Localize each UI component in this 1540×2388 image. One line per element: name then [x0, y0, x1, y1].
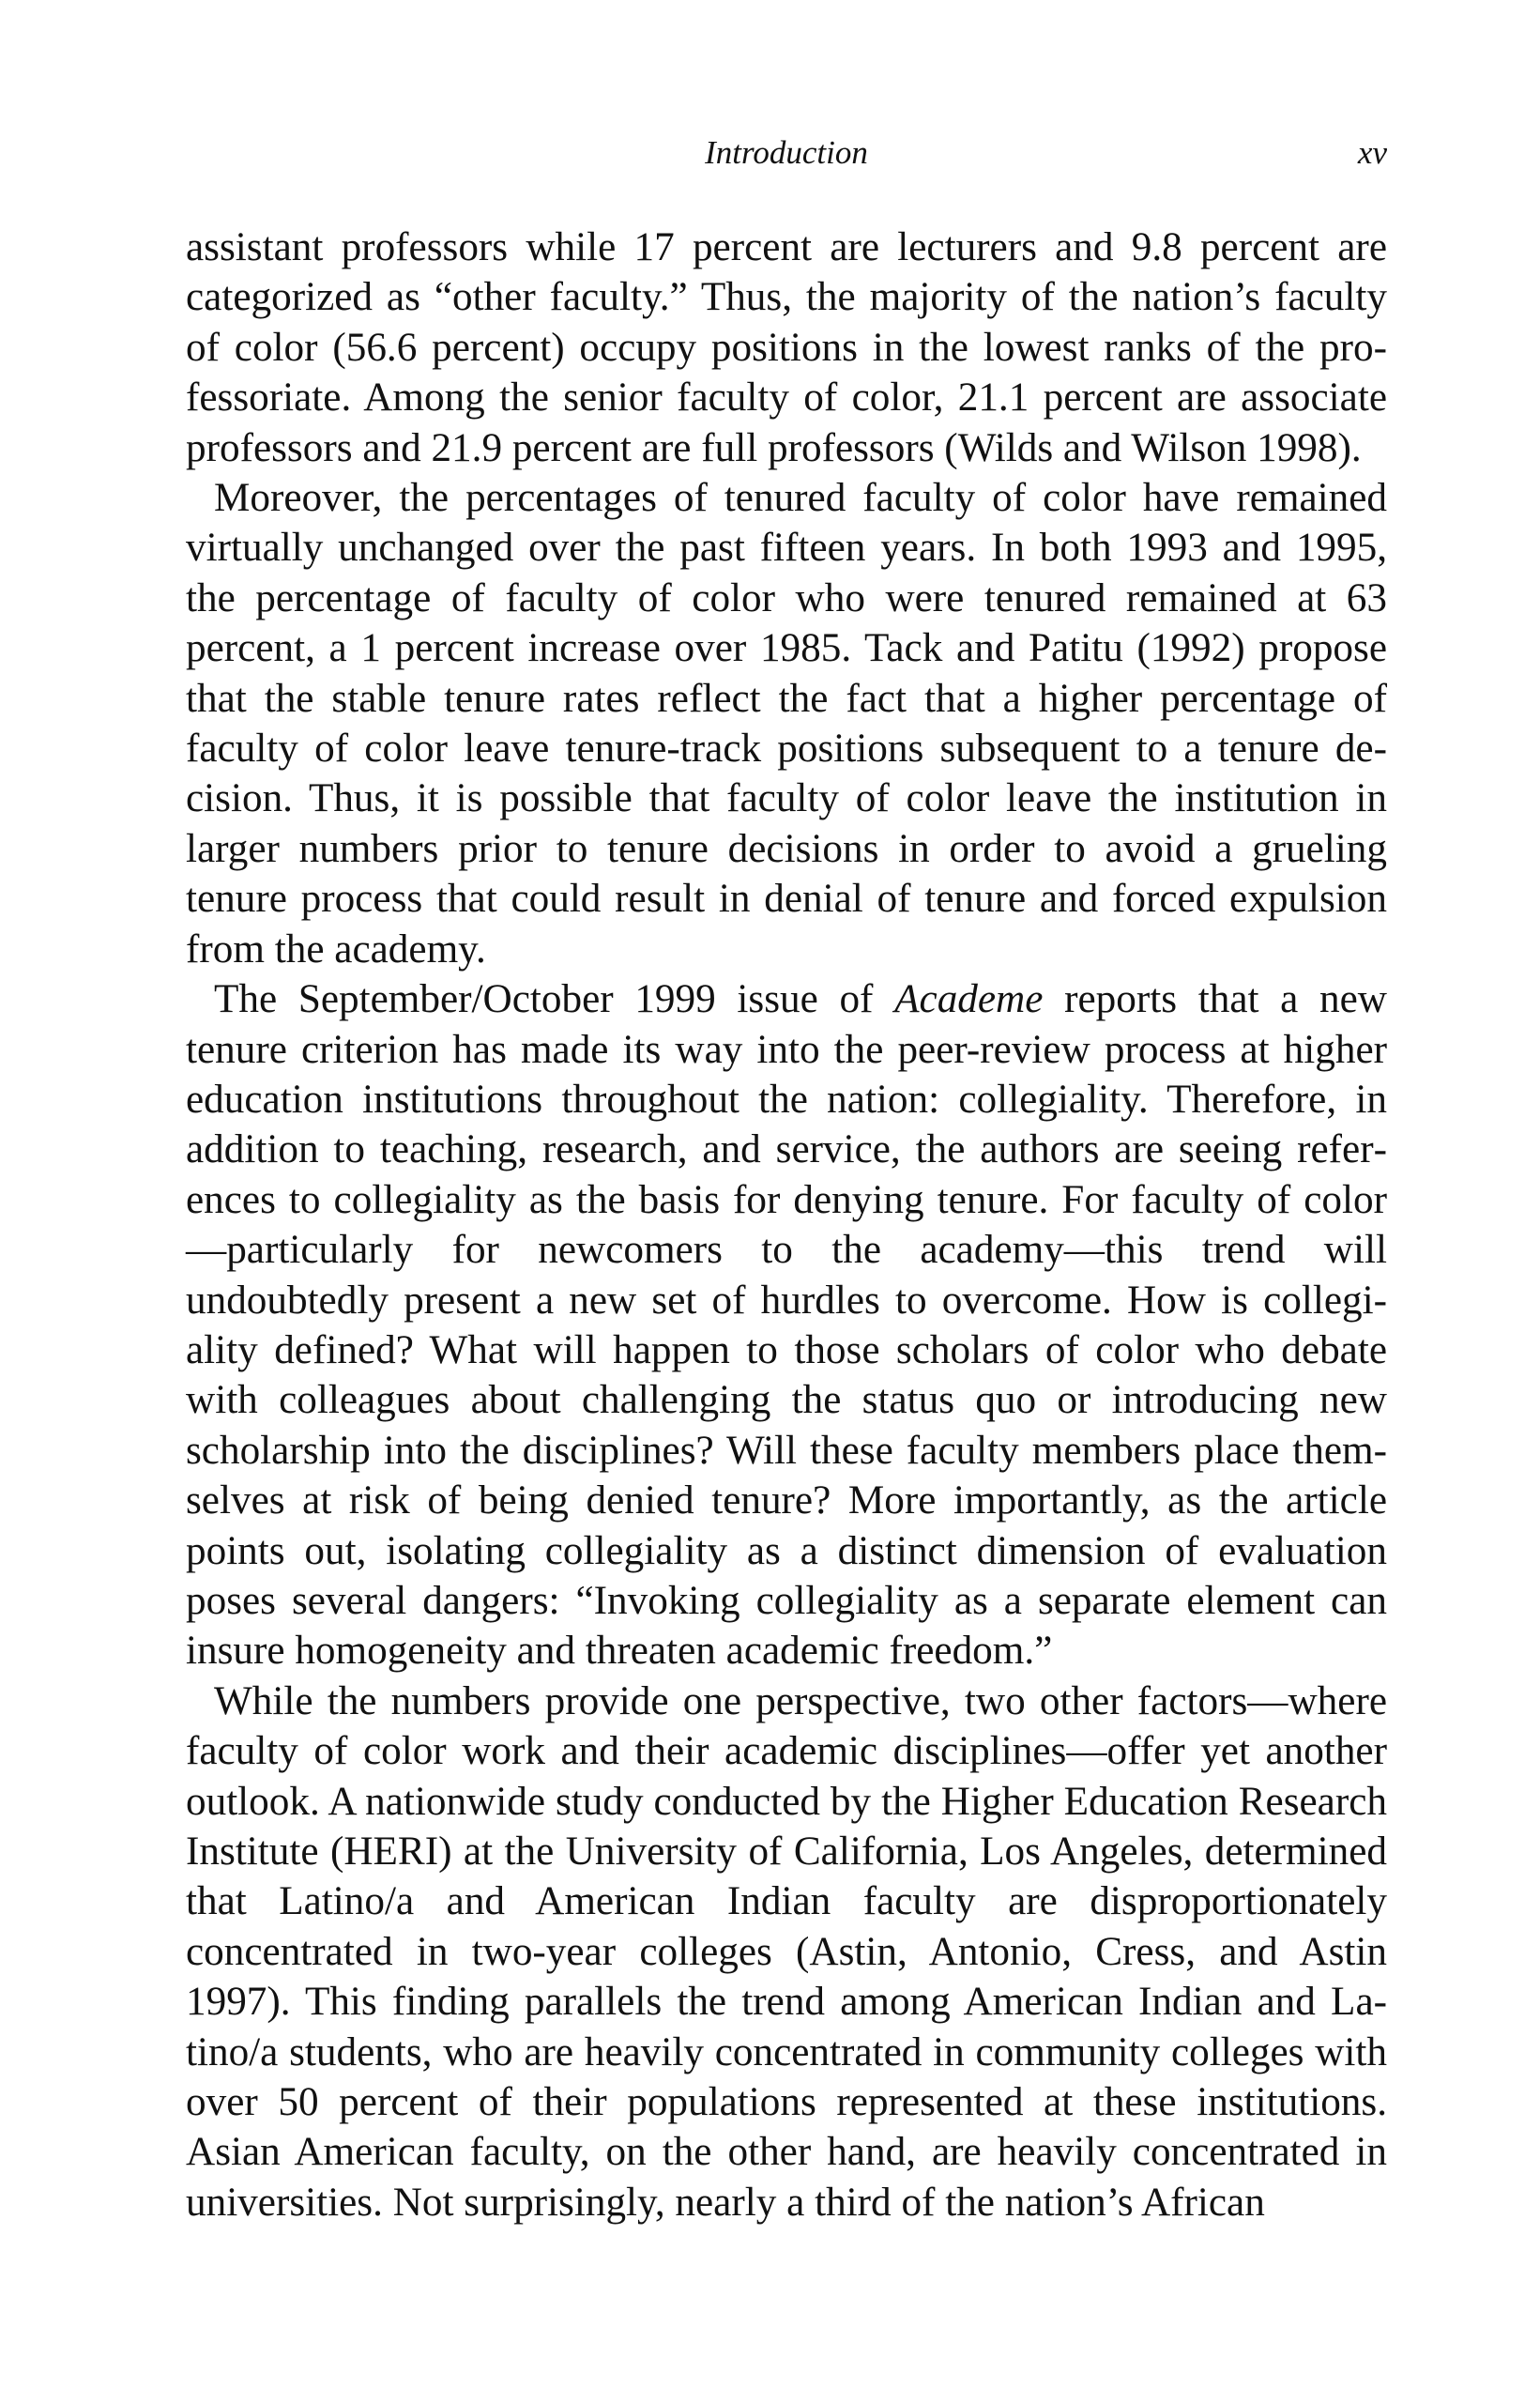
paragraph-4: While the numbers provide one perspective, two other factors—where faculty of color work and their academic disciplines—offer yet another outlook. A nationwide study conducted by the Higher Education Research Institute (HERI) at the University of California, Los Angeles, determined that Latino/a and American Indian faculty are disproportionately concentrated in two-year colleges (Astin, Antonio, Cress, and Astin 1997). This finding parallels the trend among American Indian and Latino/a students, who are heavily concentrated in community colleges with over 50 percent of their populations represented at these institutions. Asian American faculty, on the other hand, are heavily concentrated in universities. Not surprisingly, nearly a third of the nation’s African [186, 1678, 1387, 2225]
paragraph-3-before: The September/October 1999 issue of [214, 977, 895, 1022]
journal-title: Academe [894, 977, 1044, 1022]
paragraph-3-after: reports that a new tenure criterion has made its way into the peer-review process at higher education institutions throughout the nation: collegiality. Therefore, in addition to teaching, research, and service, the authors are seeing references to collegiality as the basis for denying tenure. For faculty of color—particularly for newcomers to the academy—this trend will undoubtedly present a new set of hurdles to overcome. How is collegiality defined? What will happen to those scholars of color who debate with colleagues about challenging the status quo or introducing new scholarship into the disciplines? Will these faculty members place themselves at risk of being denied tenure? More importantly, as the article points out, isolating collegiality as a distinct dimension of evaluation poses several dangers: “Invoking collegiality as a separate element can insure homogeneity and threaten academic freedom.” [186, 977, 1387, 1674]
paragraph-2: Moreover, the percentages of tenured faculty of color have remained virtually unchanged over the past fifteen years. In both 1993 and 1995, the percentage of faculty of color who were tenured remained at 63 percent, a 1 percent increase over 1985. Tack and Patitu (1992) propose that the stable tenure rates reflect the fact that a higher percentage of faculty of color leave tenure-track positions subsequent to a tenure decision. Thus, it is possible that faculty of color leave the institution in larger numbers prior to tenure decisions in order to avoid a grueling tenure process that could result in denial of tenure and forced expulsion from the academy. [186, 476, 1387, 972]
paragraph-1: assistant professors while 17 percent are lecturers and 9.8 percent are categorized as “other faculty.” Thus, the majority of the nation’s faculty of color (56.6 percent) occupy positions in the lowest ranks of the professoriate. Among the senior faculty of color, 21.1 percent are associate professors and 21.9 percent are full professors (Wilds and Wilson 1998). [186, 225, 1387, 470]
running-head: Introduction [705, 134, 868, 171]
body-text [186, 222, 1387, 2227]
page-number: xv [1357, 134, 1387, 171]
paragraph-3 [186, 974, 1387, 1676]
page-header [186, 130, 1387, 176]
